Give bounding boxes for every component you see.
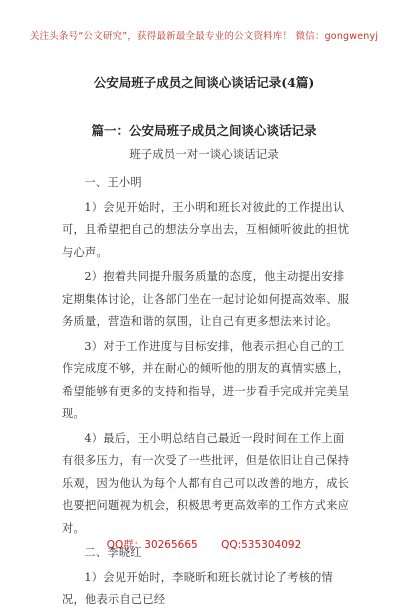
section-title: 篇一：公安局班子成员之间谈心谈话记录 (91, 123, 317, 138)
footer-contact (0, 537, 408, 552)
header-promo-note: 关注头条号“公文研究”，获得最新最全最专业的公文资料库！ 微信：gongwenyj (29, 31, 379, 42)
body-paragraph: 4）最后，王小明总结自己最近一段时间在工作上面有很多压力，有一次受了一些批评，但是依旧让自己保持乐观，因为他认为每个人都有自己可以改善的地方，成长也要把问题视为机会，积极思考更高效率的工作方式来应对。 (62, 431, 350, 535)
person-heading: 一、王小明 (84, 176, 142, 189)
body-paragraph: 2）抱着共同提升服务质量的态度，他主动提出安排定期集体讨论，让各部门坐在一起讨论如何提高效率、服务质量，营造和谐的氛围，让自己有更多想法来讨论。 (62, 270, 350, 328)
footer-qq-group: QQ群：30265665 (106, 539, 198, 551)
document-title: 公安局班子成员之间谈心谈话记录(4篇) (93, 75, 315, 90)
body-paragraph: 1）会见开始时，李晓昕和班长就讨论了考核的情况，他表示自己已经 (62, 570, 334, 606)
person-heading: 二、李晓红 (84, 546, 142, 559)
section-subtitle: 班子成员一对一谈心谈话记录 (129, 147, 279, 161)
body-paragraph: 1）会见开始时，王小明和班长对彼此的工作提出认可，且希望把自己的想法分享出去，互相倾听彼此的担忧与心声。 (62, 200, 350, 259)
footer-qq: QQ:535304092 (221, 539, 302, 551)
body-paragraph: 3）对于工作进度与目标安排，他表示担心自己的工作完成度不够，并在耐心的倾听他的朋友的真情实感上，希望能够有更多的支持和指导，进一步看手完成并完美呈现。 (62, 339, 350, 420)
